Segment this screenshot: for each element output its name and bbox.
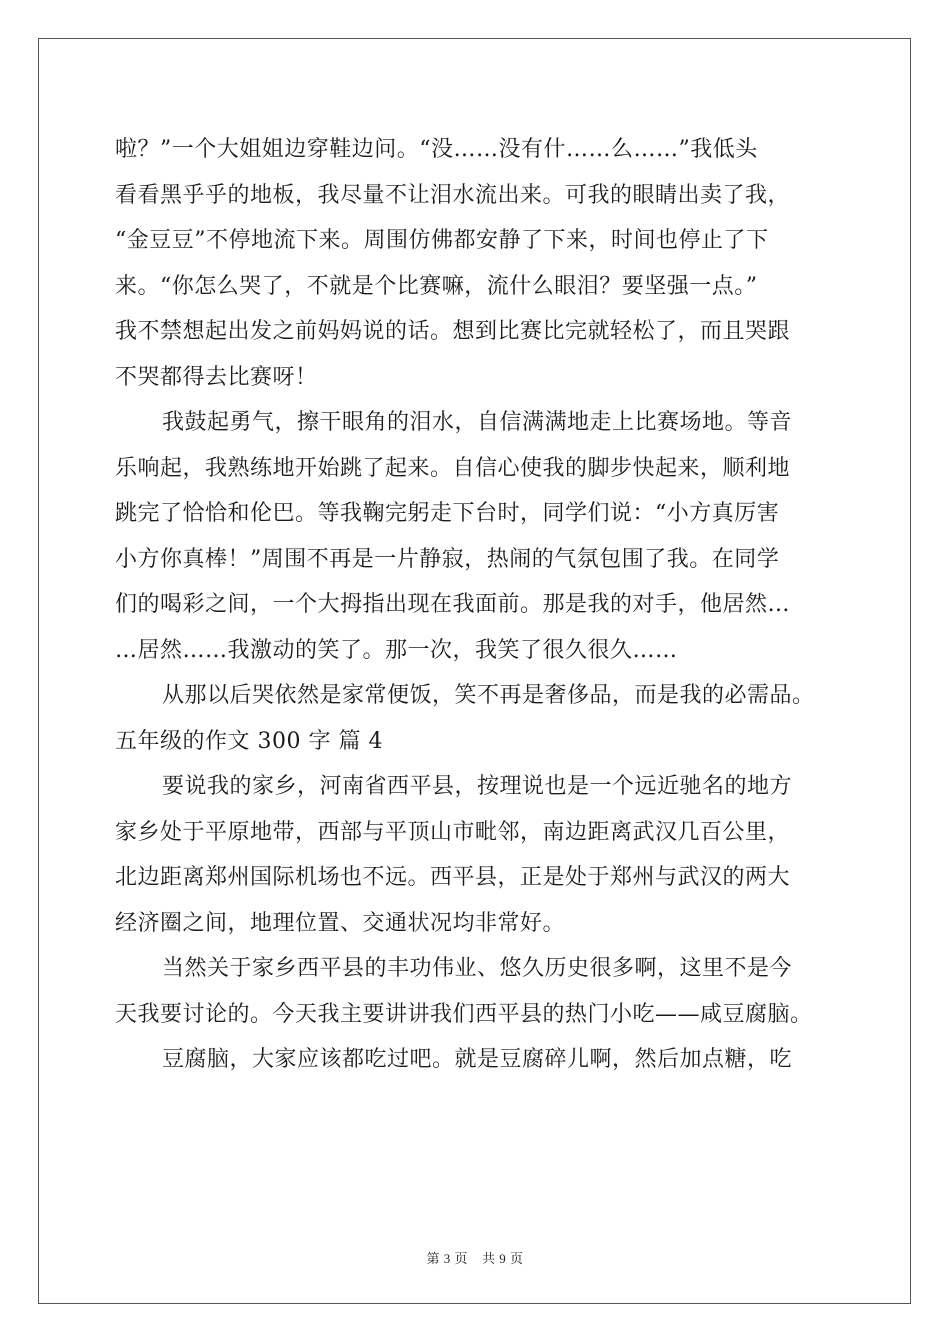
text-line: 小方你真棒！”周围不再是一片静寂，热闹的气氛包围了我。在同学 (115, 546, 780, 572)
document-body (115, 127, 855, 1083)
paragraph-start-line: 要说我的家乡，河南省西平县，按理说也是一个远近驰名的地方 (162, 774, 793, 799)
text-line: …居然……我激动的笑了。那一次，我笑了很久很久…… (115, 637, 678, 663)
text-line: 来。“你怎么哭了，不就是个比赛嘛，流什么眼泪？要坚强一点。” (115, 273, 758, 299)
paragraph-start-line: 豆腐脑，大家应该都吃过吧。就是豆腐碎儿啊，然后加点糖，吃 (162, 1047, 793, 1072)
paragraph-start-line: 当然关于家乡西平县的丰功伟业、悠久历史很多啊，这里不是今 (162, 956, 793, 981)
text-line: 家乡处于平原地带，西部与平顶山市毗邻，南边距离武汉几百公里， (115, 819, 791, 845)
text-line: 啦？”一个大姐姐边穿鞋边问。“没……没有什……么……”我低头 (115, 137, 758, 162)
text-line: “金豆豆”不停地流下来。周围仿佛都安静了下来，时间也停止了下 (115, 228, 769, 253)
text-line: 北边距离郑州国际机场也不远。西平县，正是处于郑州与武汉的两大 (115, 865, 791, 890)
text-line: 天我要讨论的。今天我主要讲讲我们西平县的热门小吃——咸豆腐脑。 (115, 1001, 813, 1027)
page-total: 共 9 页 (482, 1251, 524, 1266)
text-line: 们的喝彩之间，一个大拇指出现在我面前。那是我的对手，他居然… (115, 592, 791, 617)
text-line: 跳完了恰恰和伦巴。等我鞠完躬走下台时，同学们说：“小方真厉害 (115, 501, 780, 526)
text-line: 不哭都得去比赛呀！ (115, 364, 318, 390)
text-line: 乐响起，我熟练地开始跳了起来。自信心使我的脚步快起来，顺利地 (115, 455, 791, 481)
paragraph-start-line: 我鼓起勇气，擦干眼角的泪水，自信满满地走上比赛场地。等音 (162, 410, 793, 435)
text-line: 我不禁想起出发之前妈妈说的话。想到比赛比完就轻松了，而且哭跟 (115, 319, 791, 344)
page-number: 第 3 页 (426, 1251, 468, 1266)
page-footer (0, 1248, 950, 1267)
section-heading: 五年级的作文 300 字 篇 4 (115, 728, 383, 754)
text-line: 看看黑乎乎的地板，我尽量不让泪水流出来。可我的眼睛出卖了我， (115, 182, 791, 208)
text-line: 经济圈之间，地理位置、交通状况均非常好。 (115, 910, 566, 936)
paragraph-start-line: 从那以后哭依然是家常便饭，笑不再是奢侈品，而是我的必需品。 (162, 683, 815, 708)
